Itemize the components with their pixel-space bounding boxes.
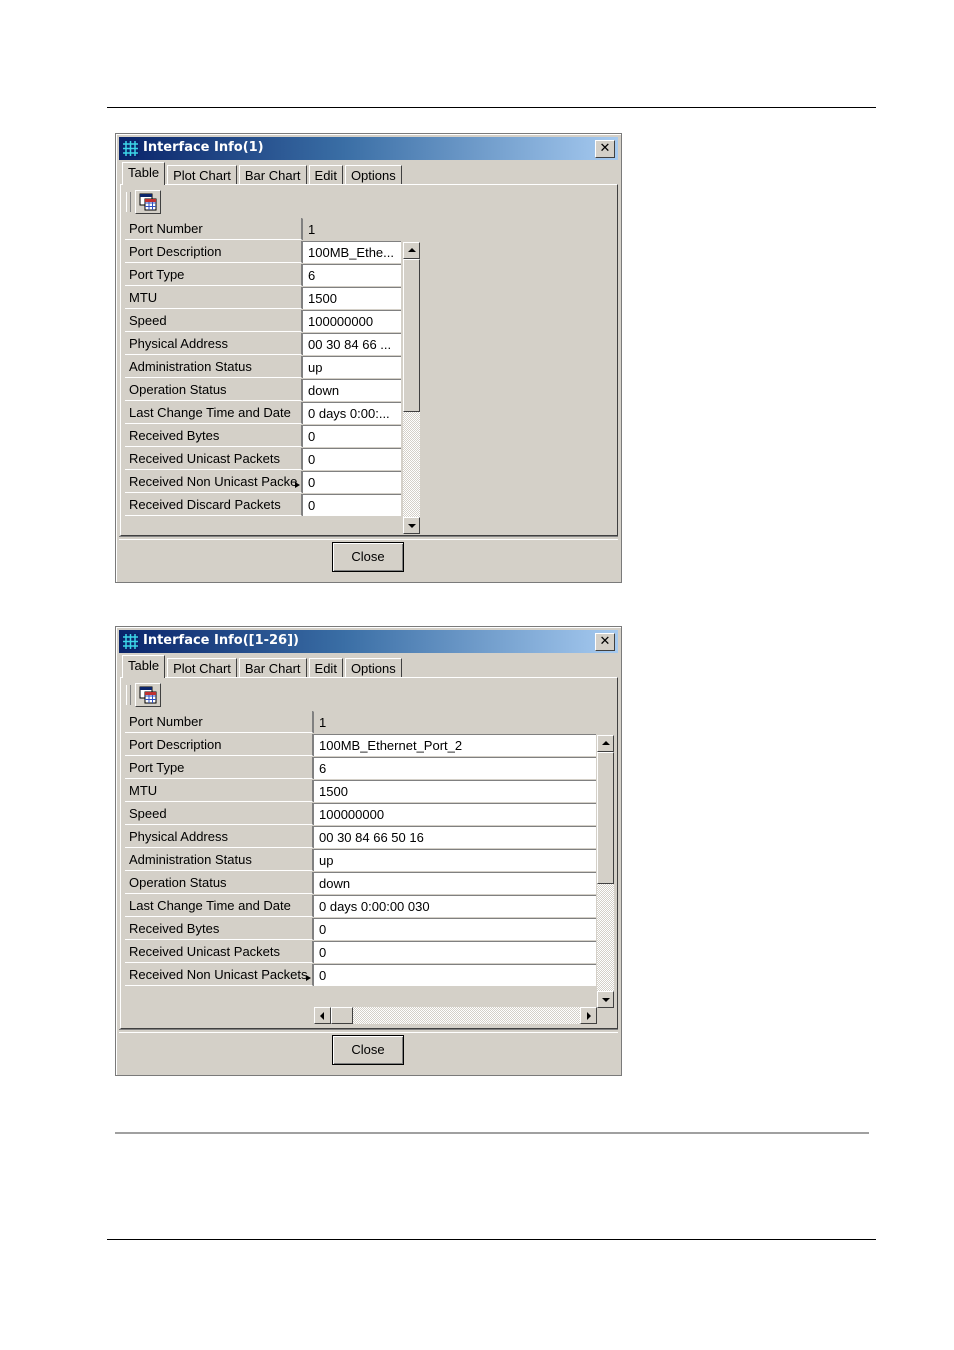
row-label: Received Unicast Packets bbox=[125, 448, 302, 470]
row-label: Received Non Unicast Packets bbox=[125, 964, 313, 986]
row-value[interactable]: 100000000 bbox=[313, 803, 596, 825]
close-icon[interactable]: ✕ bbox=[595, 633, 615, 651]
row-label: Port Number bbox=[125, 218, 302, 240]
row-value[interactable]: 1500 bbox=[313, 780, 596, 802]
row-label: Received Bytes bbox=[125, 918, 313, 940]
table-panel bbox=[120, 184, 618, 536]
row-value[interactable]: 0 bbox=[313, 964, 596, 986]
table-view-button[interactable] bbox=[135, 683, 161, 707]
row-label: Port Type bbox=[125, 264, 302, 286]
vertical-scrollbar[interactable] bbox=[403, 242, 420, 534]
tab-plot-chart[interactable]: Plot Chart bbox=[167, 165, 237, 185]
chevron-left-icon bbox=[320, 1012, 324, 1020]
scroll-thumb[interactable] bbox=[597, 752, 614, 884]
tab-options[interactable]: Options bbox=[345, 165, 402, 185]
tab-bar-chart[interactable]: Bar Chart bbox=[239, 165, 307, 185]
tab-options[interactable]: Options bbox=[345, 658, 402, 678]
grid-window-icon bbox=[122, 633, 139, 650]
row-value[interactable]: down bbox=[302, 379, 401, 401]
row-label: Operation Status bbox=[125, 379, 302, 401]
row-label: Speed bbox=[125, 310, 302, 332]
table-panel bbox=[120, 677, 618, 1029]
row-label: Administration Status bbox=[125, 849, 313, 871]
row-label: Last Change Time and Date bbox=[125, 402, 302, 424]
window-title: Interface Info(1) bbox=[143, 140, 264, 155]
row-value[interactable]: up bbox=[302, 356, 401, 378]
row-label: Last Change Time and Date bbox=[125, 895, 313, 917]
row-value[interactable]: 100000000 bbox=[302, 310, 401, 332]
row-selected-arrow-icon bbox=[306, 975, 311, 981]
close-button[interactable]: Close bbox=[332, 542, 404, 572]
row-label: Port Type bbox=[125, 757, 313, 779]
row-value[interactable]: 0 bbox=[302, 425, 401, 447]
scroll-up-button[interactable] bbox=[403, 242, 420, 259]
row-value[interactable]: up bbox=[313, 849, 596, 871]
page-bottom-rule bbox=[107, 1239, 876, 1240]
table-view-icon bbox=[139, 686, 157, 704]
scroll-up-button[interactable] bbox=[597, 735, 614, 752]
interface-info-window-1 bbox=[115, 133, 622, 583]
row-label: Speed bbox=[125, 803, 313, 825]
horizontal-scroll-thumb[interactable] bbox=[331, 1007, 353, 1024]
scroll-down-button[interactable] bbox=[403, 517, 420, 534]
footer-separator bbox=[119, 1029, 618, 1033]
row-value[interactable]: 0 days 0:00:00 030 bbox=[313, 895, 596, 917]
row-value[interactable]: 6 bbox=[313, 757, 596, 779]
row-label: Physical Address bbox=[125, 826, 313, 848]
row-label: Port Description bbox=[125, 241, 302, 263]
row-value[interactable]: 0 bbox=[313, 941, 596, 963]
chevron-up-icon bbox=[602, 741, 610, 745]
row-label: Physical Address bbox=[125, 333, 302, 355]
row-label: MTU bbox=[125, 780, 313, 802]
section-rule bbox=[115, 1132, 869, 1134]
row-value[interactable]: 100MB_Ethernet_Port_2 bbox=[313, 734, 596, 756]
vertical-scrollbar[interactable] bbox=[597, 735, 614, 1008]
row-value: 1 bbox=[302, 218, 401, 240]
row-value[interactable]: down bbox=[313, 872, 596, 894]
chevron-down-icon bbox=[408, 524, 416, 528]
row-label: Received Unicast Packets bbox=[125, 941, 313, 963]
scroll-thumb[interactable] bbox=[403, 259, 420, 412]
row-value[interactable]: 0 bbox=[302, 471, 401, 493]
page-top-rule bbox=[107, 107, 876, 108]
row-value[interactable]: 1500 bbox=[302, 287, 401, 309]
interface-info-window-2 bbox=[115, 626, 622, 1076]
footer-separator bbox=[119, 536, 618, 540]
title-bar[interactable] bbox=[119, 137, 618, 160]
scroll-right-button[interactable] bbox=[580, 1007, 597, 1024]
grid-window-icon bbox=[122, 140, 139, 157]
chevron-up-icon bbox=[408, 248, 416, 252]
table-view-button[interactable] bbox=[135, 190, 161, 214]
row-value[interactable]: 00 30 84 66 ... bbox=[302, 333, 401, 355]
scroll-down-button[interactable] bbox=[597, 991, 614, 1008]
tab-plot-chart[interactable]: Plot Chart bbox=[167, 658, 237, 678]
window-title: Interface Info([1-26]) bbox=[143, 633, 299, 648]
title-bar[interactable] bbox=[119, 630, 618, 653]
row-label: Port Number bbox=[125, 711, 313, 733]
tab-bar bbox=[122, 656, 404, 678]
row-label: Received Bytes bbox=[125, 425, 302, 447]
row-value[interactable]: 0 bbox=[302, 494, 401, 516]
row-value[interactable]: 0 bbox=[313, 918, 596, 940]
row-label: Port Description bbox=[125, 734, 313, 756]
row-value[interactable]: 00 30 84 66 50 16 bbox=[313, 826, 596, 848]
close-icon[interactable]: ✕ bbox=[595, 140, 615, 158]
tab-table[interactable]: Table bbox=[122, 655, 165, 678]
row-value[interactable]: 0 days 0:00:... bbox=[302, 402, 401, 424]
row-label: Administration Status bbox=[125, 356, 302, 378]
row-label: MTU bbox=[125, 287, 302, 309]
table-view-icon bbox=[139, 193, 157, 211]
close-button[interactable]: Close bbox=[332, 1035, 404, 1065]
tab-bar bbox=[122, 163, 404, 185]
row-selected-arrow-icon bbox=[295, 482, 300, 488]
row-value[interactable]: 0 bbox=[302, 448, 401, 470]
row-value[interactable]: 100MB_Ethe... bbox=[302, 241, 401, 263]
row-value: 1 bbox=[313, 711, 596, 733]
tab-edit[interactable]: Edit bbox=[309, 658, 343, 678]
scroll-left-button[interactable] bbox=[314, 1007, 331, 1024]
toolbar-grip bbox=[126, 685, 131, 705]
tab-bar-chart[interactable]: Bar Chart bbox=[239, 658, 307, 678]
toolbar-grip bbox=[126, 192, 131, 212]
chevron-right-icon bbox=[587, 1012, 591, 1020]
chevron-down-icon bbox=[602, 998, 610, 1002]
row-value[interactable]: 6 bbox=[302, 264, 401, 286]
row-label: Received Discard Packets bbox=[125, 494, 302, 516]
tab-table[interactable]: Table bbox=[122, 162, 165, 185]
horizontal-scrollbar[interactable] bbox=[314, 1007, 597, 1024]
row-label: Received Non Unicast Packe bbox=[125, 471, 302, 493]
row-label: Operation Status bbox=[125, 872, 313, 894]
tab-edit[interactable]: Edit bbox=[309, 165, 343, 185]
